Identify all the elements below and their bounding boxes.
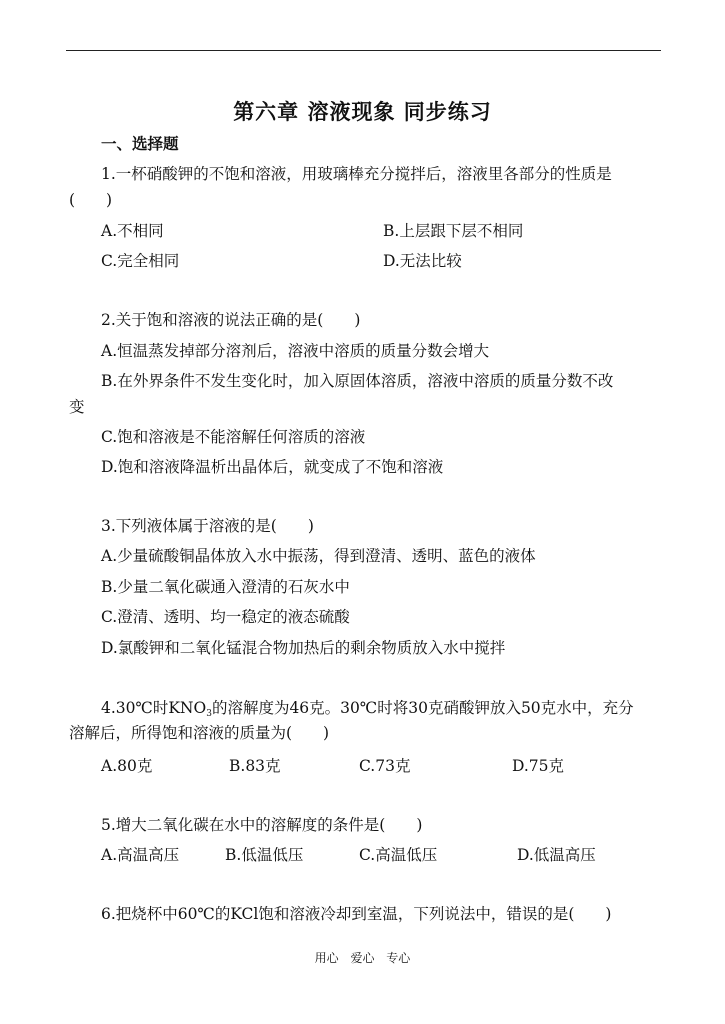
- q1-option-b: B.上层跟下层不相同: [383, 222, 524, 240]
- q5-option-b: B.低温低压: [225, 846, 304, 864]
- q2-option-b-line1: B.在外界条件不发生变化时，加入原固体溶质，溶液中溶质的质量分数不改: [101, 372, 614, 390]
- q5-option-a: A.高温高压: [101, 846, 180, 864]
- q5-stem: 5.增大二氧化碳在水中的溶解度的条件是( ): [101, 816, 423, 834]
- q6-stem: 6.把烧杯中60℃的KCl饱和溶液冷却到室温，下列说法中，错误的是( ): [101, 905, 612, 923]
- q3-option-b: B.少量二氧化碳通入澄清的石灰水中: [101, 578, 350, 596]
- q2-option-c: C.饱和溶液是不能溶解任何溶质的溶液: [101, 428, 366, 446]
- q4-stem-subscript: 3: [206, 709, 212, 719]
- q4-option-c: C.73克: [359, 757, 411, 775]
- q5-option-d: D.低温高压: [517, 846, 596, 864]
- q2-option-d: D.饱和溶液降温析出晶体后，就变成了不饱和溶液: [101, 458, 444, 476]
- section-heading: 一、选择题: [101, 134, 179, 153]
- page-footer: 用心 爱心 专心: [314, 951, 411, 965]
- q4-option-d: D.75克: [512, 757, 565, 775]
- q3-option-d: D.氯酸钾和二氧化锰混合物加热后的剩余物质放入水中搅拌: [101, 639, 506, 657]
- q2-stem: 2.关于饱和溶液的说法正确的是( ): [101, 311, 361, 329]
- q3-stem: 3.下列液体属于溶液的是( ): [101, 517, 314, 535]
- q3-option-c: C.澄清、透明、均一稳定的液态硫酸: [101, 608, 350, 626]
- q4-stem-pre: 4.30℃时KNO: [101, 699, 207, 717]
- q3-option-a: A.少量硫酸铜晶体放入水中振荡，得到澄清、透明、蓝色的液体: [101, 547, 536, 565]
- q4-stem-line1: [101, 698, 634, 724]
- q2-option-a: A.恒温蒸发掉部分溶剂后，溶液中溶质的质量分数会增大: [101, 342, 490, 360]
- q4-stem-post: 的溶解度为46克。30℃时将30克硝酸钾放入50克水中，充分: [211, 699, 634, 717]
- q2-option-b-line2: 变: [69, 398, 85, 416]
- q5-option-c: C.高温低压: [359, 846, 438, 864]
- q4-option-b: B.83克: [229, 757, 281, 775]
- page-title: 第六章 溶液现象 同步练习: [233, 99, 492, 124]
- q4-stem-line2: 溶解后，所得饱和溶液的质量为( ): [69, 724, 330, 742]
- q1-option-d: D.无法比较: [383, 252, 462, 270]
- q1-stem-line2: ( ): [69, 191, 113, 209]
- q1-option-c: C.完全相同: [101, 252, 180, 270]
- q1-stem-line1: 1.一杯硝酸钾的不饱和溶液，用玻璃棒充分搅拌后，溶液里各部分的性质是: [101, 165, 612, 183]
- q1-option-a: A.不相同: [101, 222, 164, 240]
- header-rule: [66, 50, 661, 51]
- q4-option-a: A.80克: [101, 757, 153, 775]
